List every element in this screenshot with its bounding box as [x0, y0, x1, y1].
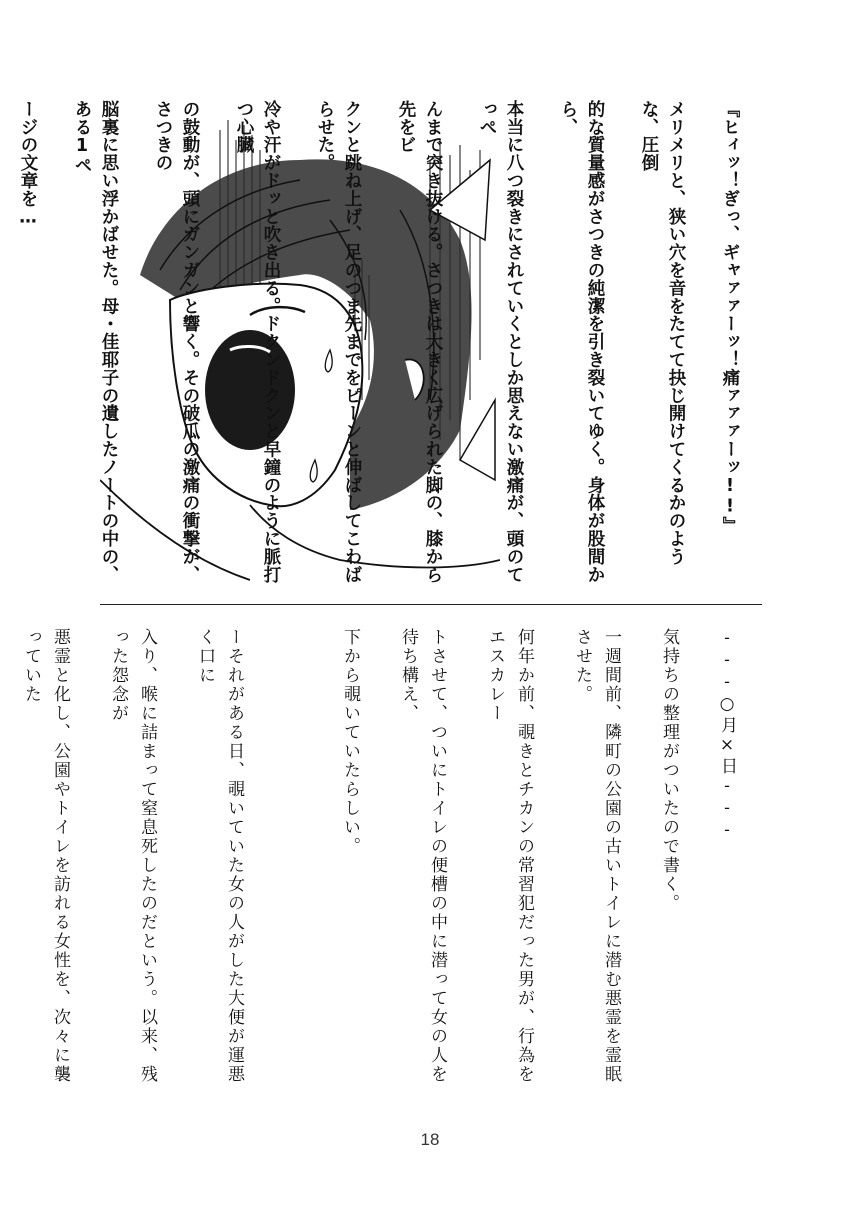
diary-line: 下から覗いていたらしい。: [340, 628, 360, 856]
diary-line: 悪霊と化し、公園やトイレを訪れる女性を、次々に襲っていた: [21, 628, 70, 1084]
page-number: 18: [420, 1130, 440, 1149]
narrative-line: ージの文章を…: [18, 100, 38, 228]
diary-line: 気持ちの整理がついたので書く。: [659, 628, 679, 913]
narrative-line: んまで突き抜ける。さつきは大きく広げられた脚の、膝から先をビ: [396, 100, 443, 584]
diary-line: トさせて、ついにトイレの便槽の中に潜って女の人を待ち構え、: [398, 628, 447, 1084]
narrative-line: 本当に八つ裂きにされていくとしか思えない激痛が、頭のてっぺ: [477, 100, 524, 584]
diary-line: 何年か前、覗きとチカンの常習犯だった男が、行為をエスカレー: [485, 628, 534, 1084]
diary-text: [21, 628, 770, 1098]
section-divider: [100, 604, 762, 605]
diary-line: 入り、喉に詰まって窒息死したのだという。以来、残った怨念が: [108, 628, 157, 1084]
narrative-line: 『ヒィッ！ぎっ、ギャァァーッ！痛ァァァーッ!!』: [720, 100, 740, 535]
diary-line: ーそれがある日、覗いていた女の人がした大便が運悪く口に: [195, 628, 244, 1084]
narrative-line: メリメリと、狭い穴を音をたてて抉じ開けてくるかのような、圧倒: [639, 100, 686, 566]
diary-spacer: [277, 628, 306, 1098]
narrative-line: クンと跳ね上げ、足のつま先までをピーンと伸ばしてこわばらせた。: [315, 100, 362, 584]
narrative-line: の鼓動が、頭にガンガンと響く。その破瓜の激痛の衝撃が、さつきの: [153, 100, 200, 584]
narrative-line: 冷や汗がドッと吹き出る。ドクンドクンと早鐘のように脈打つ心臓: [234, 100, 281, 584]
diary-line: 一週間前、隣町の公園の古いトイレに潜む悪霊を霊眠させた。: [572, 628, 621, 1084]
narrative-line: 的な質量感がさつきの純潔を引き裂いてゆく。身体が股間から、: [558, 100, 605, 584]
narrative-text: [18, 100, 770, 600]
narrative-line: 脳裏に思い浮かばせた。母・佳耶子の遺したノートの中の、ある1ペ: [72, 100, 119, 584]
diary-date: ---○月×日---: [717, 628, 737, 842]
